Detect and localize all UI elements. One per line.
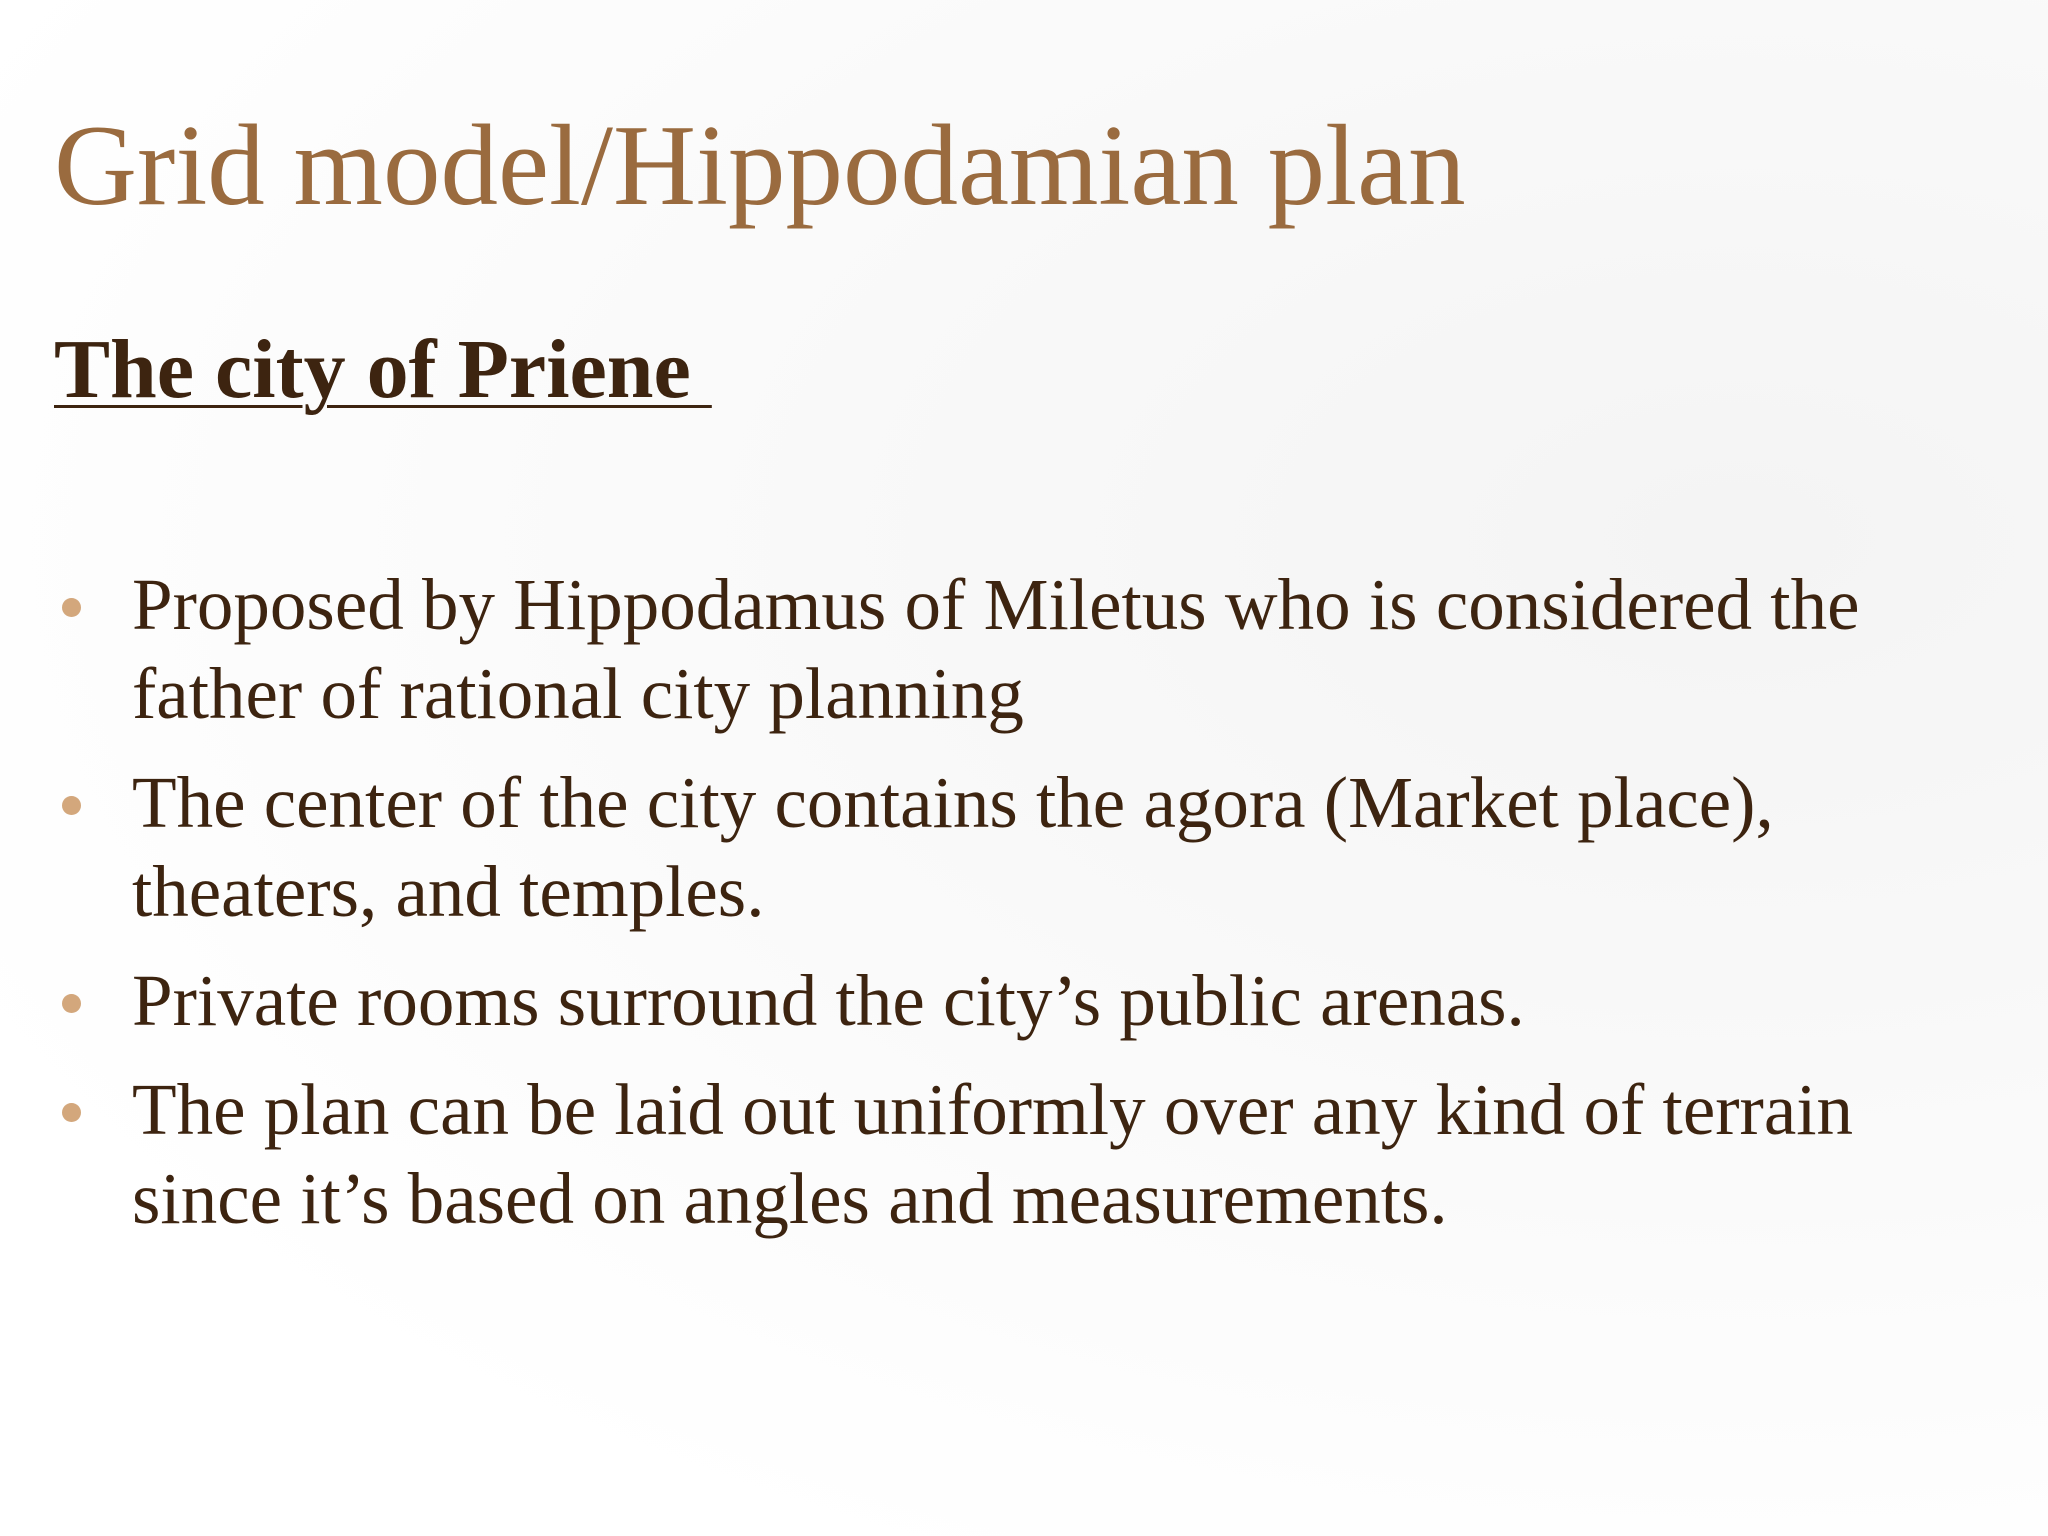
bullet-item [54, 956, 1994, 1045]
bullet-item [54, 758, 1994, 936]
bullet-list [54, 560, 1994, 1263]
bullet-item [54, 560, 1994, 738]
bullet-text: The center of the city contains the agora (Market place), theaters, and temples. [132, 762, 1774, 932]
bullet-text: Proposed by Hippodamus of Miletus who is considered the father of rational city planning [132, 564, 1860, 734]
bullet-dot-icon [62, 994, 81, 1013]
bullet-item [54, 1065, 1994, 1243]
bullet-dot-icon [62, 598, 81, 617]
slide-title: Grid model/Hippodamian plan [54, 102, 1466, 229]
bullet-dot-icon [62, 796, 81, 815]
slide-subtitle: The city of Priene [54, 323, 712, 416]
bullet-text: The plan can be laid out uniformly over any kind of terrain since it’s based on angles and measurements. [132, 1069, 1854, 1239]
bullet-text: Private rooms surround the city’s public arenas. [132, 960, 1525, 1041]
bullet-dot-icon [62, 1103, 81, 1122]
